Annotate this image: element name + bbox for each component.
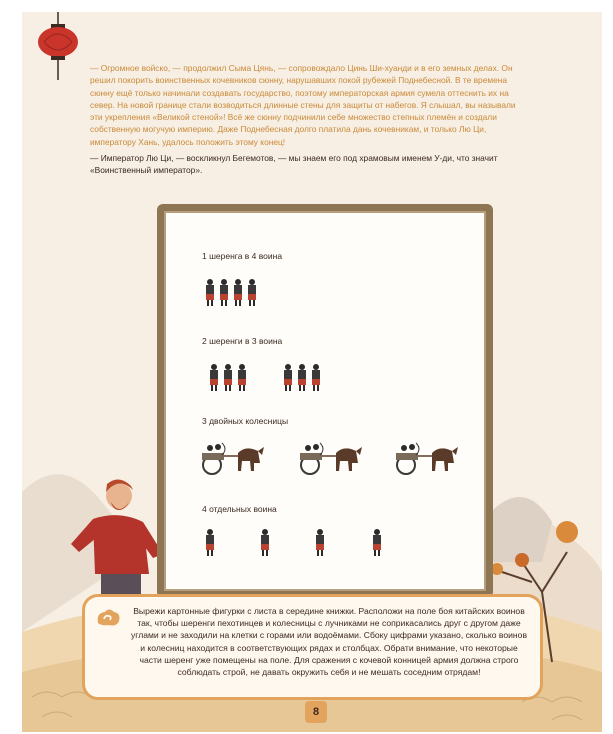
army-board <box>157 204 493 598</box>
swirl-cloud-icon <box>95 607 121 629</box>
story-text <box>90 62 520 181</box>
story-paragraph-1: — Огромное войско, — продолжил Сыма Цянь, — сопровождало Цинь Ши-хуанди и в его земных делах. Он решил покорить воинственных кочевников сюнну, нарушавших покой рубежей Поднебесной. В те времена сюнну ещё только начинали создавать государство, поэтому императорская армия сумела оттеснить их на север. На новой границе стали возводиться длинные стены для защиты от набегов. Я слышал, вы называли эти укрепления «Великой стеной»! Всё же сюнну подчинили себе множество степных племён и создали собственную могучую империю. Даже Поднебесная долго платила дань кочевникам, и только Лю Ци, императору Хань, удалось положить этому конец! <box>90 63 516 147</box>
lantern-icon <box>36 12 80 82</box>
section-label-chariots: 3 двойных колесницы <box>202 416 289 426</box>
story-paragraph-2: — Император Лю Ци, — воскликнул Бегемотов, — мы знаем его под храмовым именем У-ди, что значит «Воинственный император». <box>90 153 498 176</box>
warrior-figures <box>164 211 486 591</box>
page-number: 8 <box>305 701 327 723</box>
section-label-single-warriors: 4 отдельных воина <box>202 504 277 514</box>
instruction-box <box>82 594 543 700</box>
historian-figure <box>57 474 167 604</box>
book-page <box>22 12 602 732</box>
section-label-one-row: 1 шеренга в 4 воина <box>202 251 283 261</box>
instruction-text: Вырежи картонные фигурки с листа в середине книжки. Расположи на поле боя китайских воинов так, чтобы шеренги пехотинцев и колесницы с лучниками не соприкасались друг с другом даже углами и не заходили на клетки с горами или водоёмами. Сбоку цифрами указано, сколько воинов и колесниц находится в соответствующих рядах и столбцах. Обрати внимание, что некоторые части шеренг уже помещены на поле. Для сражения с кочевой конницей армия должна строго соблюдать строй, не давать окружить себя и не мешать соседним отрядам! <box>130 606 528 678</box>
section-label-two-rows: 2 шеренги в 3 воина <box>202 336 283 346</box>
